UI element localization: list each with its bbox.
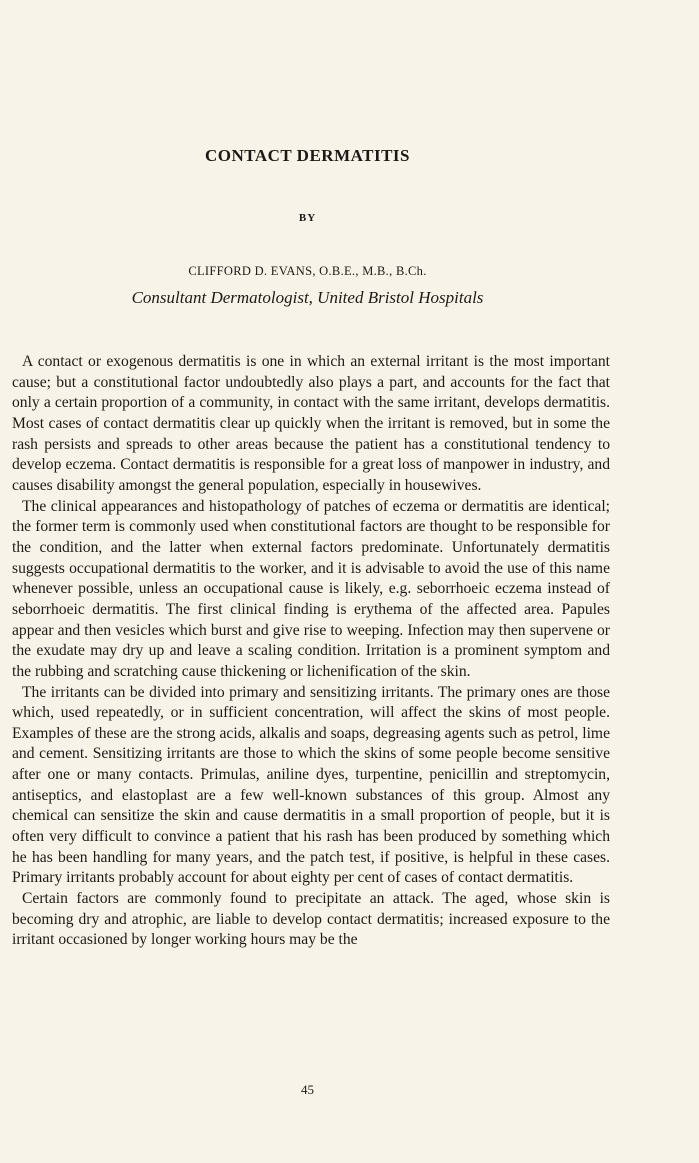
paragraph: A contact or exogenous dermatitis is one in which an external irritant is the most important cause; but a constitutional factor undoubtedly also plays a part, and accounts for the fact that only a certain proportion of a community, in contact with the same irritant, develops dermatitis. Most cases of contact dermatitis clear up quickly when the irritant is removed, but in some the rash persists and spreads to other areas because the patient has a constitutional tendency to develop eczema. Contact dermatitis is responsible for a great loss of manpower in industry, and causes disability amongst the general population, especially in housewives. <box>12 353 610 494</box>
paragraph: The clinical appearances and histopathology of patches of eczema or dermatitis are identical; the former term is commonly used when constitutional factors are thought to be responsible for the condition, and the latter when external factors predominate. Unfortunately dermatitis suggests occupational dermatitis to the worker, and it is advisable to avoid the use of this name whenever possible, unless an occupational cause is likely, e.g. seborrhoeic eczema instead of seborrhoeic dermatitis. The first clinical finding is erythema of the affected area. Papules appear and then vesicles which burst and give rise to weeping. Infection may then supervene or the exudate may dry up and leave a scaling condition. Irritation is a prominent symptom and the rubbing and scratching cause thickening or lichenification of the skin. <box>12 497 610 680</box>
paragraph: The irritants can be divided into primary and sensitizing irritants. The primary ones are those which, used repeatedly, or in sufficient concentration, will affect the skins of most people. Examples of these are the strong acids, alkalis and soaps, degreasing agents such as petrol, lime and cement. Sensitizing irritants are those to which the skins of some people become sensitive after one or many contacts. Primulas, aniline dyes, turpentine, penicillin and streptomycin, antiseptics, and elastoplast are a few well-known substances of this group. Almost any chemical can sensitize the skin and cause dermatitis in a small proportion of people, but it is often very difficult to convince a patient that his rash has been produced by something which he has been handling for many years, and the patch test, if positive, is helpful in these cases. Primary irritants probably account for about eighty per cent of cases of contact dermatitis. <box>12 683 610 887</box>
author-affiliation: Consultant Dermatologist, United Bristol Hospitals <box>131 288 484 307</box>
byline-label: BY <box>298 212 317 224</box>
author-name: CLIFFORD D. EVANS, O.B.E., M.B., B.Ch. <box>188 264 427 278</box>
paragraph: Certain factors are commonly found to precipitate an attack. The aged, whose skin is becoming dry and atrophic, are liable to develop contact dermatitis; increased exposure to the irritant occasioned by longer working hours may be the <box>12 890 610 949</box>
article-title: CONTACT DERMATITIS <box>204 146 410 165</box>
article-body <box>12 352 610 951</box>
page-number: 45 <box>301 1082 314 1097</box>
